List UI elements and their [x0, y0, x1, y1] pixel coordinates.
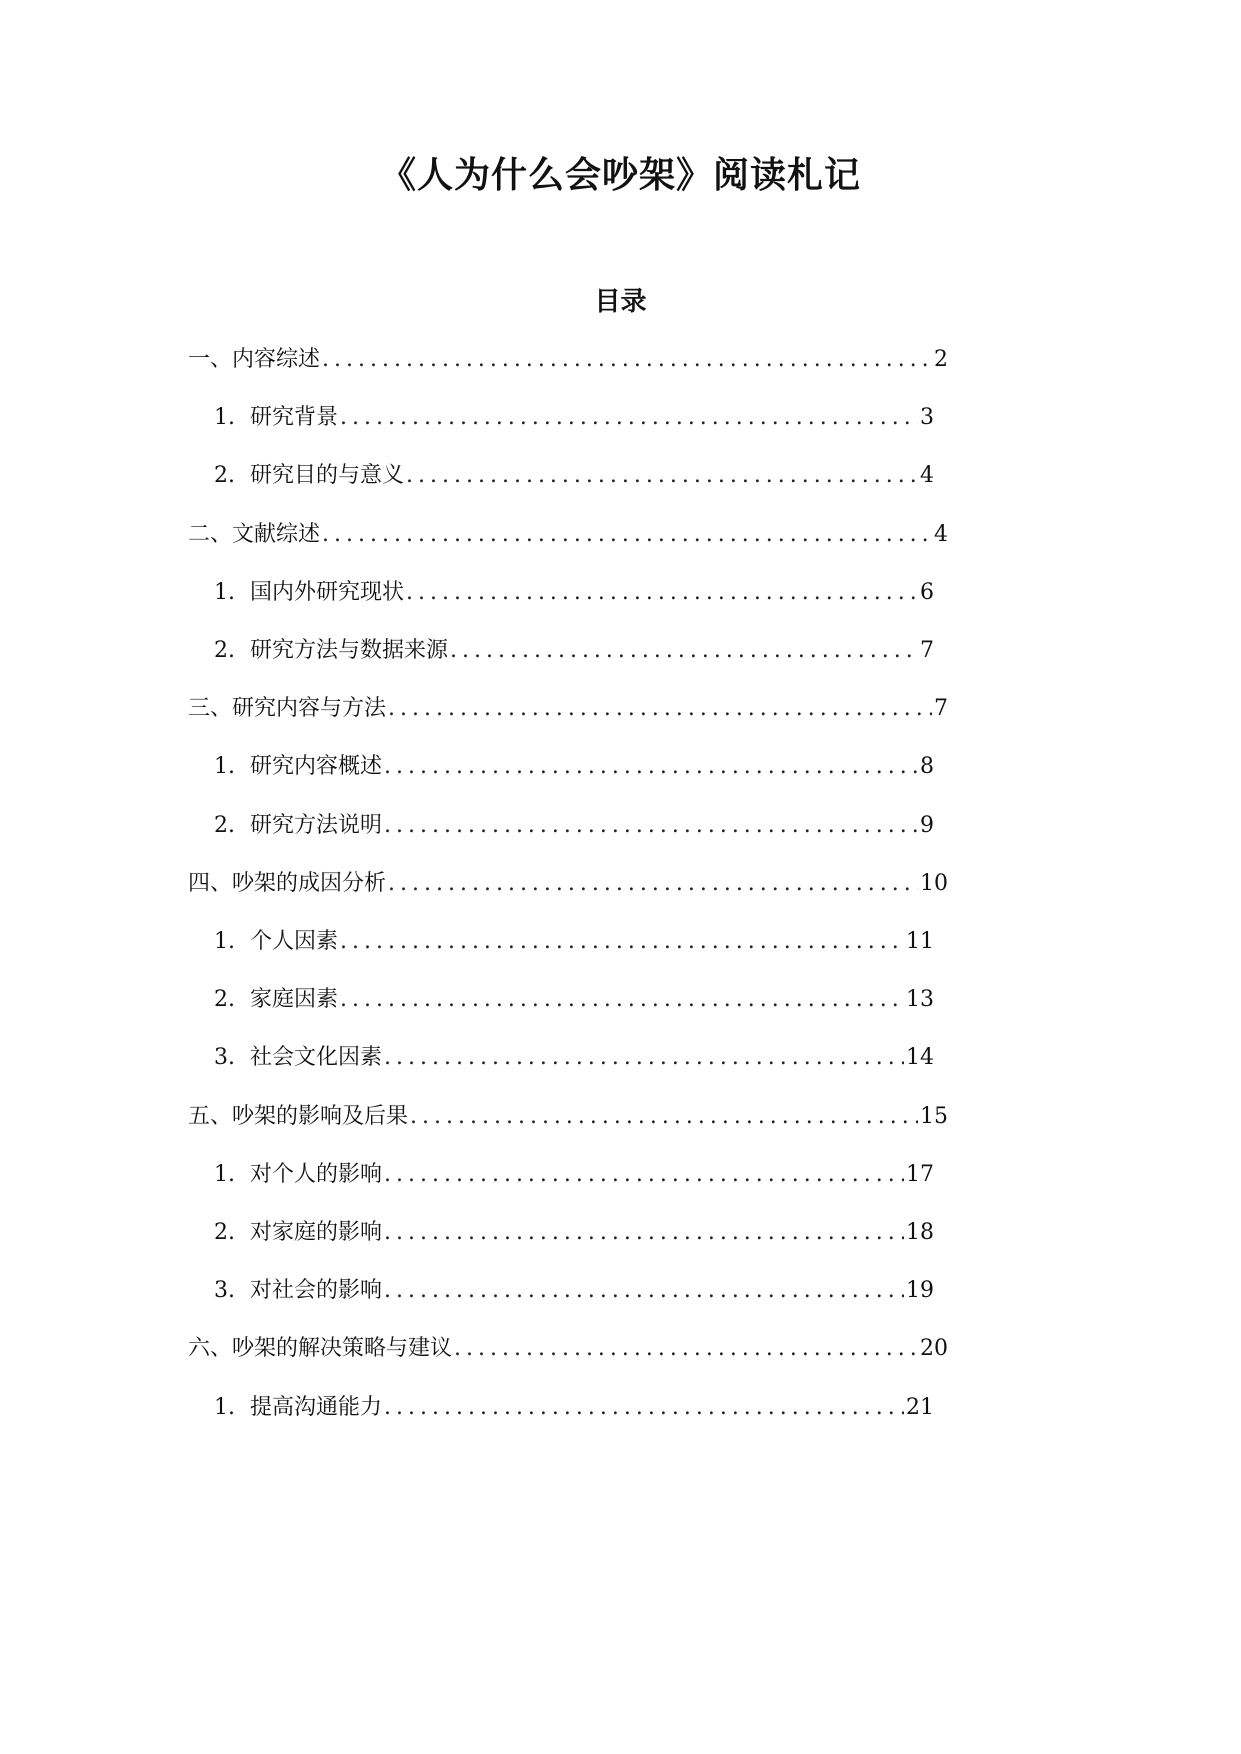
- toc-dot-leader: [384, 1038, 904, 1078]
- toc-entry[interactable]: [188, 515, 948, 555]
- toc-dot-leader: [384, 1155, 904, 1195]
- toc-entry-number: 1.: [214, 929, 235, 954]
- toc-entry[interactable]: [214, 1388, 934, 1428]
- toc-entry-text: 四、吵架的成因分析: [188, 871, 387, 896]
- toc-entry-number: 1.: [214, 1395, 235, 1420]
- toc-dot-leader: [450, 631, 918, 671]
- toc-entry-page-number: 13: [906, 987, 934, 1012]
- toc-dot-leader: [322, 340, 932, 380]
- toc-entry-text: 三、研究内容与方法: [188, 696, 387, 721]
- toc-entry-text: 社会文化因素: [250, 1045, 383, 1070]
- toc-entry-text: 对个人的影响: [250, 1162, 383, 1187]
- toc-dot-leader: [384, 806, 918, 846]
- toc-entry-page-number: 17: [906, 1162, 934, 1187]
- toc-entry-text: 一、内容综述: [188, 347, 321, 372]
- document-title: 《人为什么会吵架》阅读札记: [379, 155, 861, 196]
- toc-dot-leader: [384, 747, 918, 787]
- toc-entry[interactable]: [214, 1155, 934, 1195]
- toc-entry-text: 个人因素: [250, 929, 339, 954]
- toc-entry-number: 1.: [214, 1162, 235, 1187]
- toc-entry[interactable]: [214, 1213, 934, 1253]
- toc-entry-number: 2.: [214, 1220, 235, 1245]
- toc-entry-page-number: 11: [906, 929, 934, 954]
- toc-entry-text: 研究背景: [250, 405, 339, 430]
- toc-entry-text: 提高沟通能力: [250, 1395, 383, 1420]
- toc-entry-page-number: 2: [934, 347, 948, 372]
- toc-dot-leader: [340, 398, 918, 438]
- toc-entry-number: 3.: [214, 1045, 235, 1070]
- toc-entry-text: 对家庭的影响: [250, 1220, 383, 1245]
- toc-entry[interactable]: [214, 456, 934, 496]
- toc-dot-leader: [388, 864, 918, 904]
- toc-entry[interactable]: [214, 1038, 934, 1078]
- toc-entry[interactable]: [214, 398, 934, 438]
- toc-entry-number: 1.: [214, 580, 235, 605]
- toc-entry-page-number: 9: [920, 813, 934, 838]
- toc-dot-leader: [340, 980, 904, 1020]
- toc-entry-page-number: 6: [920, 580, 934, 605]
- toc-entry-page-number: 4: [920, 463, 934, 488]
- toc-dot-leader: [406, 456, 918, 496]
- toc-entry[interactable]: [188, 689, 948, 729]
- toc-entry-text: 六、吵架的解决策略与建议: [188, 1336, 453, 1361]
- toc-entry-number: 1.: [214, 405, 235, 430]
- toc-entry[interactable]: [214, 747, 934, 787]
- toc-entry[interactable]: [214, 922, 934, 962]
- toc-entry-number: 2.: [214, 813, 235, 838]
- toc-entry-page-number: 3: [920, 405, 934, 430]
- toc-entry[interactable]: [214, 806, 934, 846]
- toc-entry-text: 研究方法说明: [250, 813, 383, 838]
- toc-entry-number: 1.: [214, 754, 235, 779]
- toc-entry-page-number: 7: [934, 696, 948, 721]
- toc-entry-text: 对社会的影响: [250, 1278, 383, 1303]
- toc-dot-leader: [340, 922, 904, 962]
- toc-entry[interactable]: [188, 340, 948, 380]
- toc-entry[interactable]: [188, 1097, 948, 1137]
- toc-heading: 目录: [594, 287, 647, 317]
- toc-entry-page-number: 19: [906, 1278, 934, 1303]
- toc-dot-leader: [388, 689, 932, 729]
- toc-entry-number: 2.: [214, 463, 235, 488]
- toc-entry-number: 3.: [214, 1278, 235, 1303]
- toc-entry-number: 2.: [214, 638, 235, 663]
- toc-entry-text: 二、文献综述: [188, 522, 321, 547]
- toc-entry-number: 2.: [214, 987, 235, 1012]
- toc-dot-leader: [406, 573, 918, 613]
- toc-entry[interactable]: [188, 864, 948, 904]
- toc-entry-text: 家庭因素: [250, 987, 339, 1012]
- toc-entry-text: 国内外研究现状: [250, 580, 405, 605]
- toc-entry-text: 五、吵架的影响及后果: [188, 1104, 409, 1129]
- toc-entry-text: 研究方法与数据来源: [250, 638, 449, 663]
- toc-entry-page-number: 15: [920, 1104, 948, 1129]
- toc-entry[interactable]: [188, 1329, 948, 1369]
- toc-entry-page-number: 10: [920, 871, 948, 896]
- toc-entry-page-number: 7: [920, 638, 934, 663]
- toc-dot-leader: [384, 1213, 904, 1253]
- toc-entry-page-number: 4: [934, 522, 948, 547]
- toc-entry[interactable]: [214, 980, 934, 1020]
- toc-entry-text: 研究内容概述: [250, 754, 383, 779]
- toc-entry-page-number: 18: [906, 1220, 934, 1245]
- toc-entry-text: 研究目的与意义: [250, 463, 405, 488]
- toc-entry[interactable]: [214, 631, 934, 671]
- toc-dot-leader: [454, 1329, 918, 1369]
- toc-entry-page-number: 21: [906, 1395, 934, 1420]
- toc-entry-page-number: 20: [920, 1336, 948, 1361]
- toc-entry[interactable]: [214, 573, 934, 613]
- toc-dot-leader: [384, 1388, 904, 1428]
- toc-entry-page-number: 8: [920, 754, 934, 779]
- toc-dot-leader: [322, 515, 932, 555]
- toc-dot-leader: [410, 1097, 918, 1137]
- toc-entry[interactable]: [214, 1271, 934, 1311]
- toc-entry-page-number: 14: [906, 1045, 934, 1070]
- toc-dot-leader: [384, 1271, 904, 1311]
